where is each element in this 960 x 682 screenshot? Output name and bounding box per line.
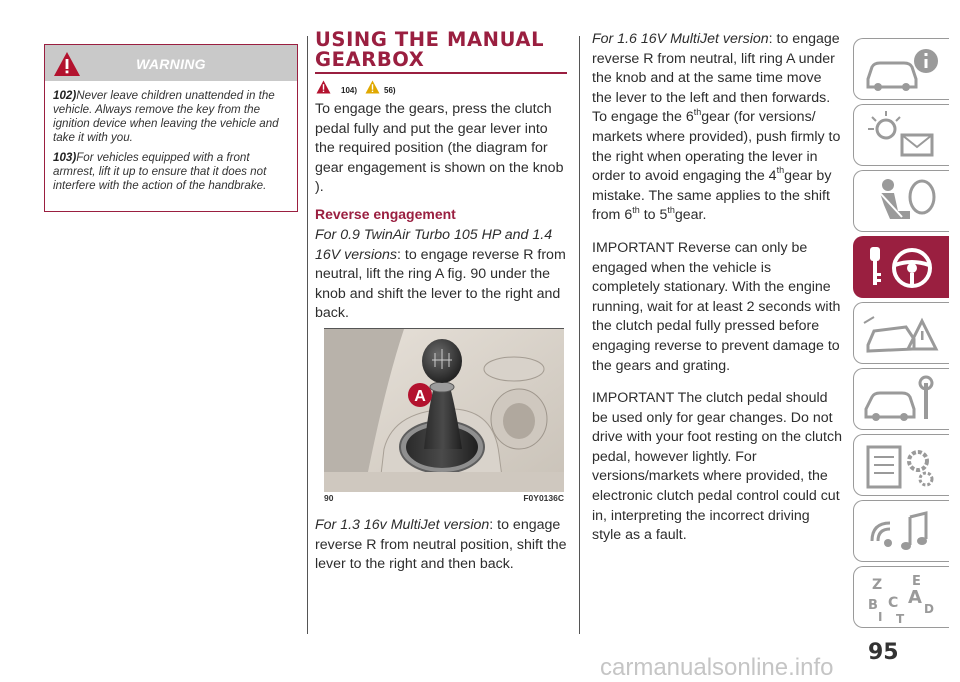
figure-caption [324, 493, 564, 505]
maintenance-icon [854, 369, 950, 431]
svg-text:B: B [868, 598, 878, 613]
section-title: USING THE MANUAL GEARBOX [315, 28, 545, 71]
caution-ref: 56) [384, 86, 396, 95]
warning-item: 103)For vehicles equipped with a front armrest, lift it up to ensure that it does not interfere with the action of the handbrake. [53, 151, 267, 192]
important-clutch-paragraph: IMPORTANT The clutch pedal should be used only for gear changes. Do not drive with your foot resting on the clutch pedal, however lightly. For versions/markets where provided, the electronic clutch pedal control could cut in, interpreting the incorrect driving style as a fault. [592, 390, 842, 544]
caution-ref-icon [365, 80, 380, 94]
multijet-13-paragraph-wrap [315, 516, 567, 575]
tab-safety[interactable] [853, 170, 949, 232]
tab-multimedia[interactable] [853, 500, 949, 562]
column-divider [579, 36, 580, 634]
watermark: carmanualsonline.info [600, 654, 834, 681]
references [315, 80, 567, 100]
gear-lever-figure [324, 328, 564, 492]
column-three [592, 30, 842, 559]
svg-text:T: T [896, 612, 905, 626]
reverse-paragraph: For 0.9 TwinAir Turbo 105 HP and 1.4 16V versions: to engage reverse R from neutral, lift the ring A fig. 90 under the knob and shift the lever to the right and back. [315, 226, 566, 322]
gearbox-section [315, 30, 567, 324]
figure-label-a: A [414, 388, 426, 405]
warning-ref: 104) [341, 86, 358, 95]
tab-warning-lights[interactable] [853, 104, 949, 166]
sixth-gear-paragraph: To engage the 6thgear (for versions/ markets where provided), push firmly to the right when operating the lever in order to avoid engaging the 4thgear by mistake. The same applies to the shift from 6th to 5thgear. [592, 106, 841, 224]
reverse-heading: Reverse engagement [315, 205, 456, 222]
svg-text:I: I [878, 610, 883, 624]
svg-text:D: D [924, 602, 934, 616]
warning-ref-icon [316, 80, 331, 94]
figure-code: F0Y0136C [523, 493, 564, 503]
svg-text:A: A [908, 587, 922, 608]
warning-lights-icon [854, 105, 950, 167]
svg-text:E: E [912, 574, 921, 589]
multimedia-icon [854, 501, 950, 563]
important-reverse-paragraph: IMPORTANT Reverse can only be engaged when the vehicle is completely stationary. With the engine running, wait for at least 2 seconds with the clutch pedal fully pressed before engaging reverse to prevent damage to the gears and grating. [592, 239, 841, 374]
technical-data-icon [854, 435, 950, 497]
tab-emergency[interactable] [853, 302, 949, 364]
svg-text:Z: Z [872, 577, 883, 593]
tab-car-info[interactable] [853, 38, 949, 100]
key-steering-wheel-icon [854, 237, 950, 299]
figure-number: 90 [324, 493, 334, 503]
warning-title: WARNING [136, 56, 206, 72]
tab-index[interactable] [853, 566, 949, 628]
tab-maintenance[interactable] [853, 368, 949, 430]
tab-starting-driving[interactable] [853, 236, 949, 298]
page-number: 95 [868, 640, 899, 665]
warning-item: 102)Never leave children unattended in the vehicle. Always remove the key from the ignition device when leaving the vehicle and take it with you. [53, 89, 279, 144]
column-divider [307, 36, 308, 634]
gear-lever-image [324, 329, 564, 492]
title-rule [315, 72, 567, 74]
intro-paragraph: To engage the gears, press the clutch pedal fully and put the gear lever into the required position (the diagram for gear engagement is shown on the knob ). [315, 101, 564, 196]
multijet-16-paragraph: For 1.6 16V MultiJet version: to engage reverse R from neutral, lift ring A under the knob and at the same time move the lever to the left and then forwards. [592, 31, 840, 106]
svg-text:C: C [888, 595, 899, 611]
multijet-13-paragraph: For 1.3 16v MultiJet version: to engage reverse R from neutral position, shift the lever to the right and then back. [315, 517, 567, 573]
warning-header [45, 45, 297, 81]
index-icon [854, 567, 950, 629]
tab-technical-data[interactable] [853, 434, 949, 496]
airbag-safety-icon [854, 171, 950, 233]
emergency-car-icon [854, 303, 950, 365]
car-info-icon [854, 39, 950, 101]
warning-box [44, 44, 298, 212]
